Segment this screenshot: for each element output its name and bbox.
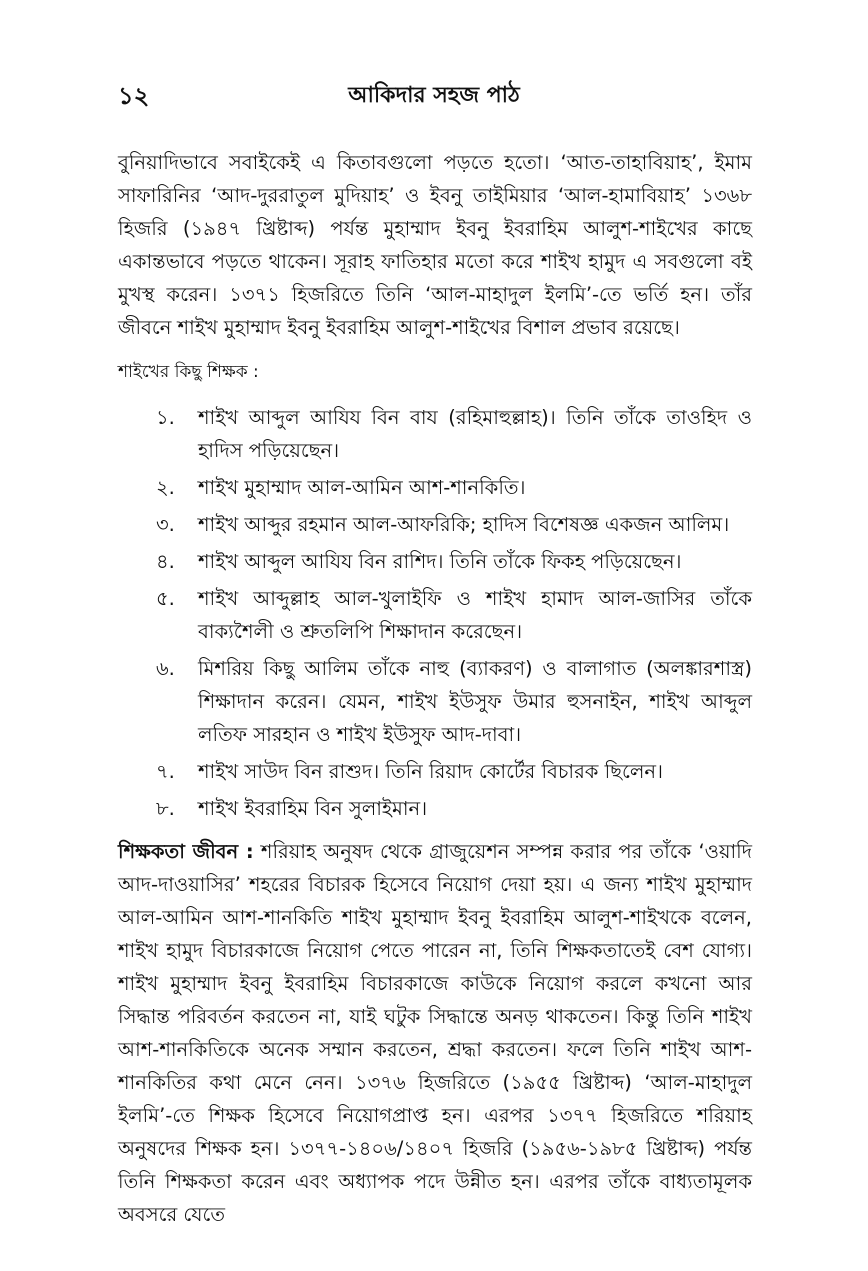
page-header: [118, 78, 750, 118]
teachers-list: [118, 401, 752, 825]
list-item-number: ৪.: [156, 550, 175, 573]
list-item-text: শাইখ মুহাম্মাদ আল-আমিন আশ-শানকিতি।: [198, 476, 526, 499]
list-item-text: শাইখ ইবরাহিম বিন সুলাইমান।: [198, 797, 428, 820]
list-item: [118, 508, 752, 541]
list-item-number: ৫.: [156, 587, 175, 610]
list-item: [118, 755, 752, 788]
list-item: [118, 792, 752, 825]
list-item: [118, 652, 752, 751]
list-item: [118, 545, 752, 578]
list-item-number: ৩.: [156, 513, 175, 536]
list-item-number: ৮.: [156, 797, 175, 820]
list-item-text: শাইখ আব্দুল আযিয বিন রাশিদ। তিনি তাঁকে ফিকহ পড়িয়েছেন।: [198, 550, 682, 573]
book-title: আকিদার সহজ পাঠ: [348, 83, 520, 108]
list-item-text: শাইখ আব্দুল আযিয বিন বায (রহিমাহুল্লাহ)। তিনি তাঁকে তাওহিদ ও হাদিস পড়িয়েছেন।: [198, 406, 752, 462]
list-item-number: ৬.: [156, 657, 175, 680]
list-item-number: ২.: [156, 476, 175, 499]
intro-paragraph: বুনিয়াদিভাবে সবাইকেই এ কিতাবগুলো পড়তে হতো। ‘আত-তাহাবিয়াহ’, ইমাম সাফারিনির ‘আদ-দুররাতুল মুদিয়াহ’ ও ইবনু তাইমিয়ার ‘আল-হামাবিয়াহ’ ১৩৬৮ হিজরি (১৯৪৭ খ্রিষ্টাব্দ) পর্যন্ত মুহাম্মাদ ইবনু ইবরাহিম আলুশ-শাইখের কাছে একান্তভাবে পড়তে থাকেন। সূরাহ ফাতিহার মতো করে শাইখ হামুদ এ সবগুলো বই মুখস্থ করেন। ১৩৭১ হিজরিতে তিনি ‘আল-মাহাদুল ইলমি’-তে ভর্তি হন। তাঁর জীবনে শাইখ মুহাম্মাদ ইবনু ইবরাহিম আলুশ-শাইখের বিশাল প্রভাব রয়েছে।: [118, 151, 752, 339]
list-item-text: শাইখ আব্দুর রহমান আল-আফরিকি; হাদিস বিশেষজ্ঞ একজন আলিম।: [198, 513, 730, 536]
page-body: [118, 146, 752, 1231]
list-item: [118, 401, 752, 467]
list-item: [118, 582, 752, 648]
teachers-heading: শাইখের কিছু শিক্ষক :: [118, 362, 259, 382]
teaching-career-paragraph: [118, 835, 752, 1231]
list-item-number: ১.: [156, 406, 175, 429]
page-number: ১২: [118, 82, 150, 110]
list-item-number: ৭.: [156, 760, 175, 783]
teaching-career-label: শিক্ষকতা জীবন :: [118, 840, 254, 863]
list-item-text: মিশরিয় কিছু আলিম তাঁকে নাহু (ব্যাকরণ) ও বালাগাত (অলঙ্কারশাস্ত্র) শিক্ষাদান করেন। যেমন, শাইখ ইউসুফ উমার হুসনাইন, শাইখ আব্দুল লতিফ সারহান ও শাইখ ইউসুফ আদ-দাবা।: [198, 657, 752, 746]
list-item: [118, 471, 752, 504]
list-item-text: শাইখ সাউদ বিন রাশুদ। তিনি রিয়াদ কোর্টের বিচারক ছিলেন।: [198, 760, 664, 783]
list-item-text: শাইখ আব্দুল্লাহ আল-খুলাইফি ও শাইখ হামাদ আল-জাসির তাঁকে বাক্যশৈলী ও শ্রুতলিপি শিক্ষাদান করেছেন।: [198, 587, 752, 643]
teaching-career-text: শরিয়াহ অনুষদ থেকে গ্রাজুয়েশন সম্পন্ন করার পর তাঁকে ‘ওয়াদি আদ-দাওয়াসির’ শহরের বিচারক হিসেবে নিয়োগ দেয়া হয়। এ জন্য শাইখ মুহাম্মাদ আল-আমিন আশ-শানকিতি শাইখ মুহাম্মাদ ইবনু ইবরাহিম আলুশ-শাইখকে বলেন, শাইখ হামুদ বিচারকাজে নিয়োগ পেতে পারেন না, তিনি শিক্ষকতাতেই বেশ যোগ্য। শাইখ মুহাম্মাদ ইবনু ইবরাহিম বিচারকাজে কাউকে নিয়োগ করলে কখনো আর সিদ্ধান্ত পরিবর্তন করতেন না, যাই ঘটুক সিদ্ধান্তে অনড় থাকতেন। কিন্তু তিনি শাইখ আশ-শানকিতিকে অনেক সম্মান করতেন, শ্রদ্ধা করতেন। ফলে তিনি শাইখ আশ-শানকিতির কথা মেনে নেন। ১৩৭৬ হিজরিতে (১৯৫৫ খ্রিষ্টাব্দ) ‘আল-মাহাদুল ইলমি’-তে শিক্ষক হিসেবে নিয়োগপ্রাপ্ত হন। এরপর ১৩৭৭ হিজরিতে শরিয়াহ অনুষদের শিক্ষক হন। ১৩৭৭-১৪০৬/১৪০৭ হিজরি (১৯৫৬-১৯৮৫ খ্রিষ্টাব্দ) পর্যন্ত তিনি শিক্ষকতা করেন এবং অধ্যাপক পদে উন্নীত হন। এরপর তাঁকে বাধ্যতামূলক অবসরে যেতে: [118, 840, 753, 1226]
